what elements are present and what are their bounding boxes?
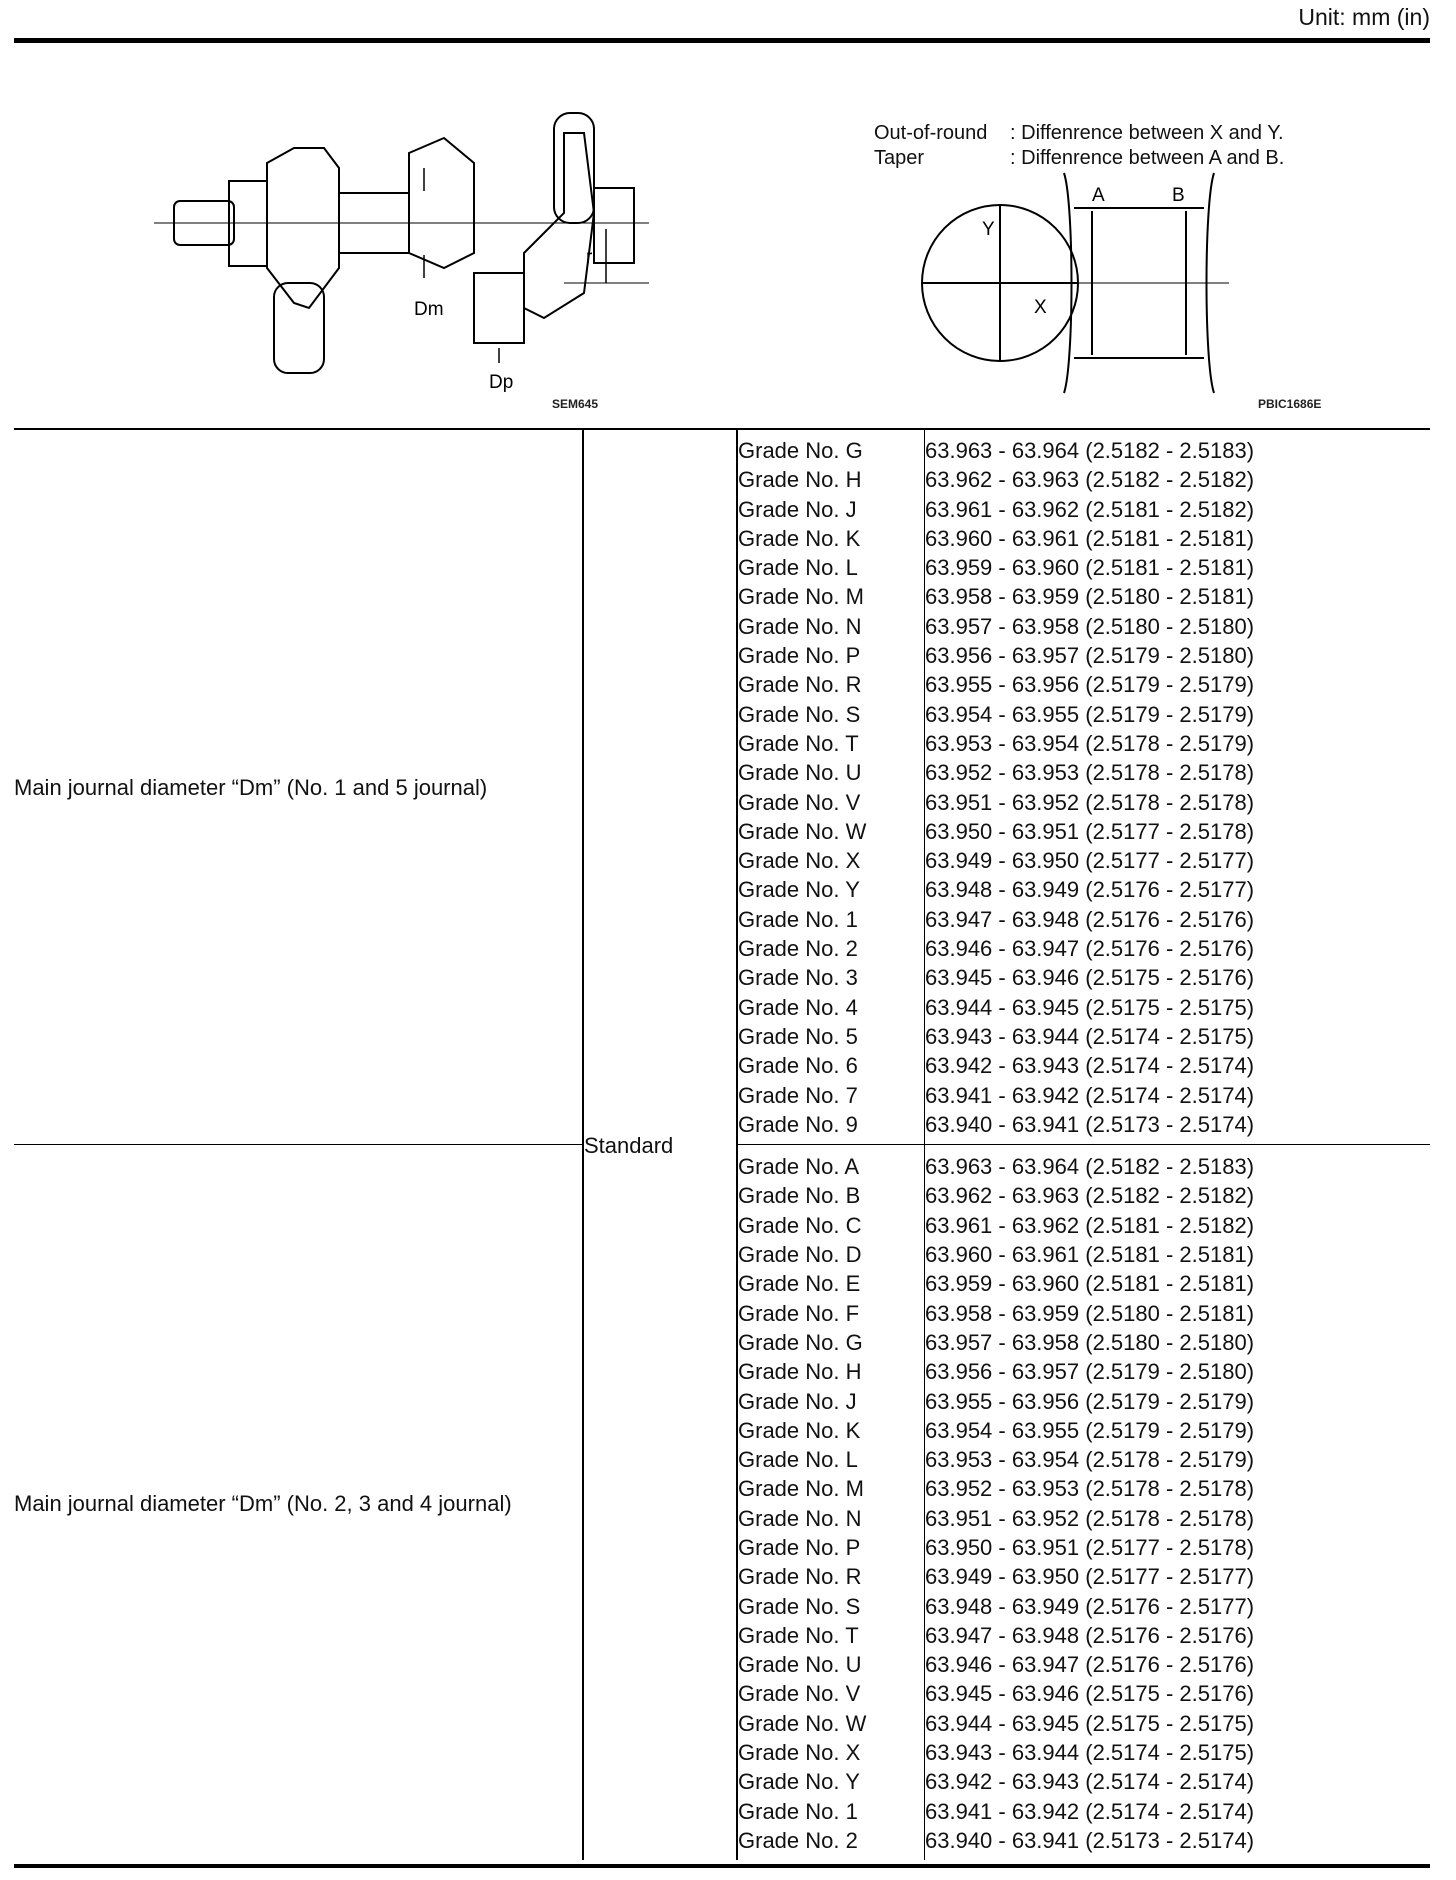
grade-label: Grade No. U	[738, 760, 862, 786]
grade-value: 63.958 - 63.959 (2.5180 - 2.5181)	[925, 1300, 1255, 1326]
note-key: Taper	[874, 147, 925, 169]
grade-value: 63.943 - 63.944 (2.5174 - 2.5175)	[925, 1023, 1255, 1049]
grade-value: 63.963 - 63.964 (2.5182 - 2.5183)	[925, 1154, 1255, 1180]
figure-id-right: PBIC1686E	[1258, 397, 1322, 411]
grade-value: 63.951 - 63.952 (2.5178 - 2.5178)	[925, 789, 1255, 815]
grade-value: 63.940 - 63.941 (2.5173 - 2.5174)	[925, 1111, 1255, 1137]
grade-value: 63.946 - 63.947 (2.5176 - 2.5176)	[925, 1652, 1255, 1678]
figure-id-left: SEM645	[552, 397, 599, 411]
grade-label: Grade No. S	[738, 1593, 861, 1619]
value-list	[925, 1152, 1430, 1855]
grade-value: 63.950 - 63.951 (2.5177 - 2.5178)	[925, 818, 1255, 844]
a-label: A	[1092, 185, 1105, 206]
grade-label: Grade No. 4	[738, 994, 858, 1020]
grade-value: 63.955 - 63.956 (2.5179 - 2.5179)	[925, 672, 1255, 698]
grade-cell	[737, 1145, 925, 1861]
grade-label: Grade No. H	[738, 1359, 862, 1385]
grade-label: Grade No. S	[738, 701, 861, 727]
grade-value: 63.949 - 63.950 (2.5177 - 2.5177)	[925, 1564, 1255, 1590]
grade-label: Grade No. G	[738, 438, 863, 463]
grade-label: Grade No. X	[738, 1740, 861, 1766]
dp-label: Dp	[489, 372, 514, 393]
grade-value: 63.941 - 63.942 (2.5174 - 2.5174)	[925, 1082, 1255, 1108]
grade-label: Grade No. T	[738, 1622, 859, 1648]
grade-label: Grade No. K	[738, 525, 861, 551]
grade-label: Grade No. N	[738, 613, 862, 639]
grade-label: Grade No. P	[738, 1534, 861, 1560]
value-cell	[925, 430, 1431, 1145]
grade-value: 63.947 - 63.948 (2.5176 - 2.5176)	[925, 1622, 1255, 1648]
grade-label: Grade No. J	[738, 496, 857, 522]
web-2	[409, 138, 474, 268]
grade-label: Grade No. L	[738, 1447, 858, 1473]
grade-label: Grade No. J	[738, 1388, 857, 1414]
grade-label: Grade No. K	[738, 1417, 861, 1443]
spec-table	[14, 430, 1430, 1860]
grade-label: Grade No. M	[738, 584, 864, 610]
b-label: B	[1172, 185, 1185, 206]
grade-label: Grade No. R	[738, 1564, 862, 1590]
grade-label: Grade No. R	[738, 672, 862, 698]
grade-value: 63.955 - 63.956 (2.5179 - 2.5179)	[925, 1388, 1255, 1414]
grade-label: Grade No. 2	[738, 936, 858, 962]
grade-value: 63.943 - 63.944 (2.5174 - 2.5175)	[925, 1740, 1255, 1766]
dm-label: Dm	[414, 299, 444, 320]
web-3	[524, 133, 594, 318]
grade-label: Grade No. 2	[738, 1827, 858, 1853]
grade-value: 63.956 - 63.957 (2.5179 - 2.5180)	[925, 1359, 1255, 1385]
grade-label: Grade No. P	[738, 643, 861, 669]
grade-label: Grade No. F	[738, 1300, 860, 1326]
grade-label: Grade No. V	[738, 1681, 861, 1707]
grade-label: Grade No. D	[738, 1242, 862, 1268]
pin-journal	[474, 273, 524, 343]
grade-list	[738, 436, 924, 1139]
grade-value: 63.947 - 63.948 (2.5176 - 2.5176)	[925, 906, 1255, 932]
grade-label: Grade No. 7	[738, 1082, 858, 1108]
grade-cell	[737, 430, 925, 1145]
grade-label: Grade No. Y	[738, 1769, 860, 1795]
grade-list	[738, 1152, 924, 1855]
grade-value: 63.948 - 63.949 (2.5176 - 2.5177)	[925, 877, 1255, 903]
grade-label: Grade No. T	[738, 730, 859, 756]
note-key: Out-of-round	[874, 122, 988, 144]
grade-value: 63.960 - 63.961 (2.5181 - 2.5181)	[925, 1242, 1255, 1268]
grade-value: 63.953 - 63.954 (2.5178 - 2.5179)	[925, 1447, 1255, 1473]
grade-label: Grade No. N	[738, 1505, 862, 1531]
note-out-of-round	[874, 121, 1284, 146]
grade-label: Grade No. 1	[738, 1798, 858, 1824]
grade-value: 63.954 - 63.955 (2.5179 - 2.5179)	[925, 1417, 1255, 1443]
grade-value: 63.950 - 63.951 (2.5177 - 2.5178)	[925, 1534, 1255, 1560]
grade-label: Grade No. C	[738, 1212, 862, 1238]
grade-label: Grade No. E	[738, 1271, 861, 1297]
grade-label: Grade No. 9	[738, 1111, 858, 1137]
grade-label: Grade No. G	[738, 1329, 863, 1355]
grade-label: Grade No. H	[738, 467, 862, 493]
journal-measurement-diagram	[914, 163, 1334, 403]
grade-value: 63.948 - 63.949 (2.5176 - 2.5177)	[925, 1593, 1255, 1619]
grade-value: 63.941 - 63.942 (2.5174 - 2.5174)	[925, 1798, 1255, 1824]
r-label: r	[586, 247, 593, 268]
note-separator: :	[1010, 147, 1016, 169]
grade-value: 63.960 - 63.961 (2.5181 - 2.5181)	[925, 525, 1255, 551]
grade-value: 63.949 - 63.950 (2.5177 - 2.5177)	[925, 848, 1255, 874]
value-cell	[925, 1145, 1431, 1861]
grade-value: 63.945 - 63.946 (2.5175 - 2.5176)	[925, 1681, 1255, 1707]
grade-value: 63.963 - 63.964 (2.5182 - 2.5183)	[925, 438, 1255, 463]
grade-label: Grade No. U	[738, 1652, 862, 1678]
unit-label: Unit: mm (in)	[1298, 4, 1430, 30]
grade-value: 63.954 - 63.955 (2.5179 - 2.5179)	[925, 701, 1255, 727]
grade-label: Grade No. 1	[738, 906, 858, 932]
grade-value: 63.962 - 63.963 (2.5182 - 2.5182)	[925, 467, 1255, 493]
grade-value: 63.952 - 63.953 (2.5178 - 2.5178)	[925, 1476, 1255, 1502]
grade-value: 63.942 - 63.943 (2.5174 - 2.5174)	[925, 1769, 1255, 1795]
note-text: Diffenrence between A and B.	[1021, 147, 1285, 169]
grade-value: 63.956 - 63.957 (2.5179 - 2.5180)	[925, 643, 1255, 669]
note-text: Diffenrence between X and Y.	[1021, 122, 1284, 144]
grade-label: Grade No. L	[738, 555, 858, 581]
crankshaft-illustration	[144, 93, 664, 423]
grade-label: Grade No. A	[738, 1154, 860, 1180]
grade-value: 63.942 - 63.943 (2.5174 - 2.5174)	[925, 1053, 1255, 1079]
grade-label: Grade No. 3	[738, 965, 858, 991]
grade-value: 63.945 - 63.946 (2.5175 - 2.5176)	[925, 965, 1255, 991]
y-label: Y	[982, 219, 995, 240]
grade-value: 63.959 - 63.960 (2.5181 - 2.5181)	[925, 555, 1255, 581]
grade-value: 63.944 - 63.945 (2.5175 - 2.5175)	[925, 994, 1255, 1020]
grade-label: Grade No. X	[738, 848, 861, 874]
grade-value: 63.952 - 63.953 (2.5178 - 2.5178)	[925, 760, 1255, 786]
grade-label: Grade No. Y	[738, 877, 860, 903]
grade-value: 63.962 - 63.963 (2.5182 - 2.5182)	[925, 1183, 1255, 1209]
grade-label: Grade No. B	[738, 1183, 861, 1209]
grade-value: 63.959 - 63.960 (2.5181 - 2.5181)	[925, 1271, 1255, 1297]
grade-value: 63.944 - 63.945 (2.5175 - 2.5175)	[925, 1710, 1255, 1736]
parameter-cell: Main journal diameter “Dm” (No. 1 and 5 journal)	[14, 774, 488, 800]
table-row-group	[14, 430, 1430, 1145]
grade-value: 63.961 - 63.962 (2.5181 - 2.5182)	[925, 1212, 1255, 1238]
grade-value: 63.958 - 63.959 (2.5180 - 2.5181)	[925, 584, 1255, 610]
note-separator: :	[1010, 122, 1016, 144]
grade-label: Grade No. W	[738, 818, 867, 844]
x-label: X	[1034, 297, 1047, 318]
grade-label: Grade No. V	[738, 789, 861, 815]
grade-label: Grade No. M	[738, 1476, 864, 1502]
parameter-cell: Main journal diameter “Dm” (No. 2, 3 and 4 journal)	[14, 1145, 583, 1861]
grade-label: Grade No. 5	[738, 1023, 858, 1049]
bottom-rule	[14, 1864, 1430, 1868]
grade-value: 63.957 - 63.958 (2.5180 - 2.5180)	[925, 613, 1255, 639]
standard-cell: Standard	[583, 430, 737, 1860]
journal-3	[594, 188, 634, 263]
figure-panel	[14, 43, 1430, 428]
grade-value: 63.946 - 63.947 (2.5176 - 2.5176)	[925, 936, 1255, 962]
grade-value: 63.940 - 63.941 (2.5173 - 2.5174)	[925, 1827, 1255, 1853]
grade-label: Grade No. 6	[738, 1053, 858, 1079]
grade-value: 63.957 - 63.958 (2.5180 - 2.5180)	[925, 1329, 1255, 1355]
grade-value: 63.953 - 63.954 (2.5178 - 2.5179)	[925, 730, 1255, 756]
grade-value: 63.951 - 63.952 (2.5178 - 2.5178)	[925, 1505, 1255, 1531]
grade-value: 63.961 - 63.962 (2.5181 - 2.5182)	[925, 496, 1255, 522]
value-list	[925, 436, 1430, 1139]
grade-label: Grade No. W	[738, 1710, 867, 1736]
